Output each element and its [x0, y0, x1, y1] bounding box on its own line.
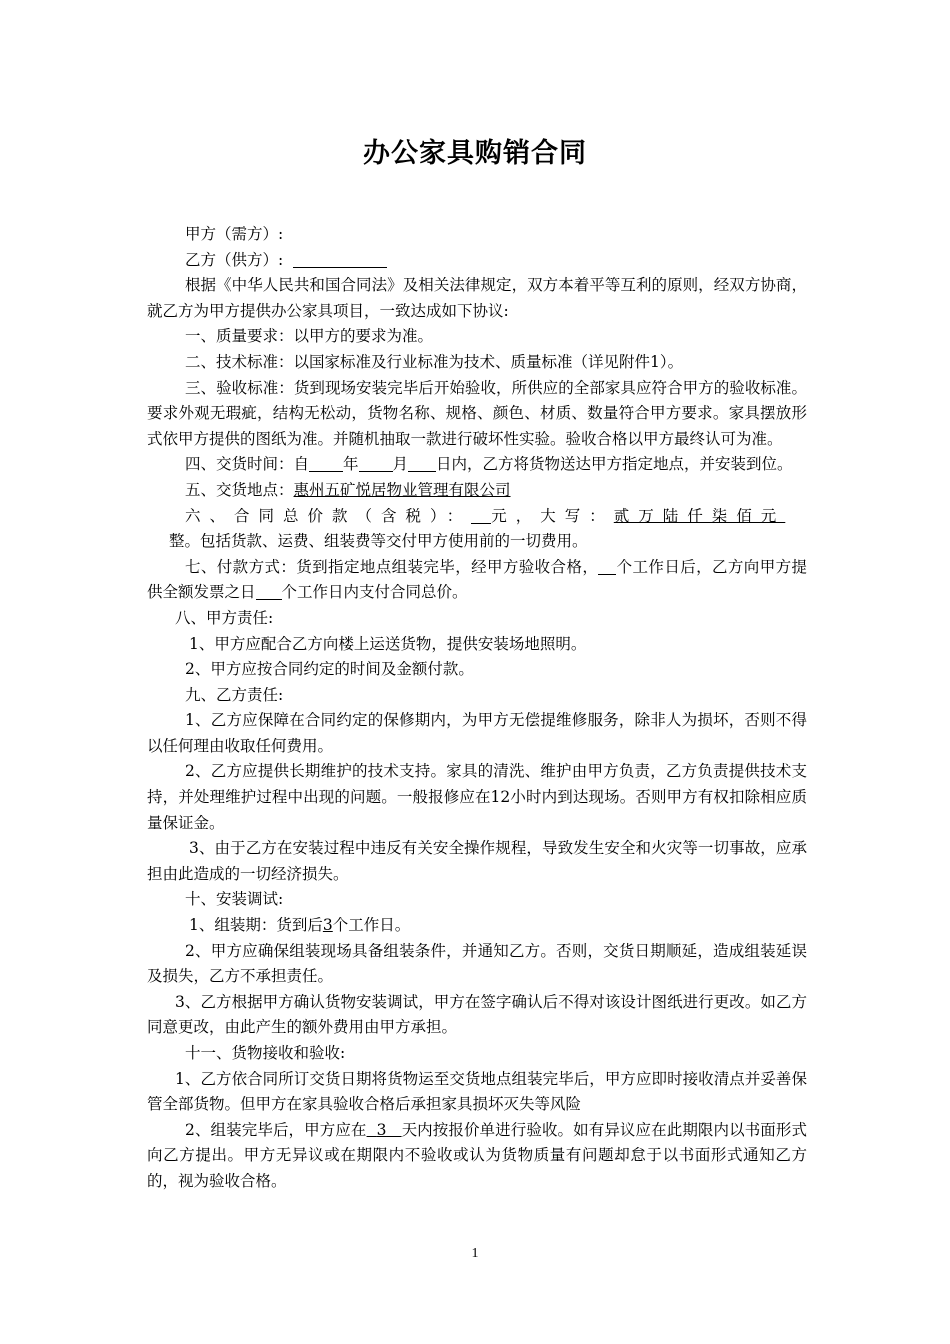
section-8-item-2: 2、甲方应按合同约定的时间及金额付款。 [185, 660, 474, 679]
section-9-item-2: 2、乙方应提供长期维护的技术支持。家具的清洗、维护由甲方负责，乙方负责提供技术支持，并处理维护过程中出现的问题。一般报修应在12小时内到达现场。否则甲方有权扣除相应质量保证金。 [147, 762, 807, 832]
party-b-line: 乙方（供方）: [147, 248, 807, 274]
section-9-item-3: 3、由于乙方在安装过程中违反有关安全操作规程，导致发生安全和火灾等一切事故，应承担由此造成的一切经济损失。 [147, 839, 807, 883]
section-4-delivery-time: 四、交货时间：自 年 月 日内，乙方将货物送达甲方指定地点，并安装到位。 [185, 455, 793, 474]
section-5-delivery-place: 五、交货地点：惠州五矿悦居物业管理有限公司 [185, 480, 511, 499]
party-a-line: 甲方（需方）: [185, 225, 284, 243]
contract-title: 办公家具购销合同 [363, 138, 587, 169]
section-1-quality: 一、质量要求：以甲方的要求为准。 [185, 327, 434, 346]
section-8-item-1: 1、甲方应配合乙方向楼上运送货物，提供安装场地照明。 [189, 634, 587, 653]
section-3-acceptance: 三、验收标准：货到现场安装完毕后开始验收，所供应的全部家具应符合甲方的验收标准。要求外观无瑕疵，结构无松动，货物名称、规格、颜色、材质、数量符合甲方要求。家具摆放形式依甲方提供的图纸为准。并随机抽取一款进行破坏性实验。验收合格以甲方最终认可为准。 [147, 378, 807, 448]
section-6-total-price: 六、合同总价款（含税）： 元，大写：贰万陆仟柒佰元 [185, 506, 786, 525]
intro-paragraph: 根据《中华人民共和国合同法》及相关法律规定，双方本着平等互利的原则，经双方协商，就乙方为甲方提供办公家具项目，一致达成如下协议: [147, 276, 807, 320]
amount-in-words: 贰万陆仟柒佰元 [613, 506, 786, 525]
party-b-blank [293, 251, 387, 268]
section-10-item-1: 1、组装期：货到后3个工作日。 [189, 916, 411, 935]
section-7-payment: 七、付款方式：货到指定地点组装完毕，经甲方验收合格， 个工作日后，乙方向甲方提供全额发票之日 个工作日内支付合同总价。 [147, 557, 807, 602]
page-number: 1 [471, 1246, 479, 1261]
section-11-heading: 十一、货物接收和验收: [185, 1044, 346, 1062]
section-10-item-3: 3、乙方根据甲方确认货物安装调试，甲方在签字确认后不得对该设计图纸进行更改。如乙方同意更改，由此产生的额外费用由甲方承担。 [147, 992, 807, 1037]
section-10-heading: 十、安装调试: [185, 890, 284, 909]
section-10-item-2: 2、甲方应确保组装现场具备组装条件，并通知乙方。否则，交货日期顺延，造成组装延误及损失，乙方不承担责任。 [147, 941, 807, 986]
contract-body [147, 222, 807, 1195]
section-2-technical: 二、技术标准：以国家标准及行业标准为技术、质量标准（详见附件1）。 [185, 352, 684, 371]
delivery-place-value: 惠州五矿悦居物业管理有限公司 [293, 480, 511, 499]
section-11-item-1: 1、乙方依合同所订交货日期将货物运至交货地点组装完毕后，甲方应即时接收清点并妥善保管全部货物。但甲方在家具验收合格后承担家具损坏灭失等风险 [147, 1069, 807, 1114]
section-9-heading: 九、乙方责任: [185, 685, 284, 704]
section-11-item-2: 2、组装完毕后，甲方应在 3 天内按报价单进行验收。如有异议应在此期限内以书面形式向乙方提出。甲方无异议或在期限内不验收或认为货物质量有问题却怠于以书面形式通知乙方的，视为验收合格。 [147, 1120, 808, 1190]
section-6-continuation: 整。包括货款、运费、组装费等交付甲方使用前的一切费用。 [169, 532, 588, 551]
section-9-item-1: 1、乙方应保障在合同约定的保修期内，为甲方无偿提维修服务，除非人为损坏，否则不得以任何理由收取任何费用。 [147, 711, 807, 755]
section-8-heading: 八、甲方责任: [175, 608, 274, 627]
